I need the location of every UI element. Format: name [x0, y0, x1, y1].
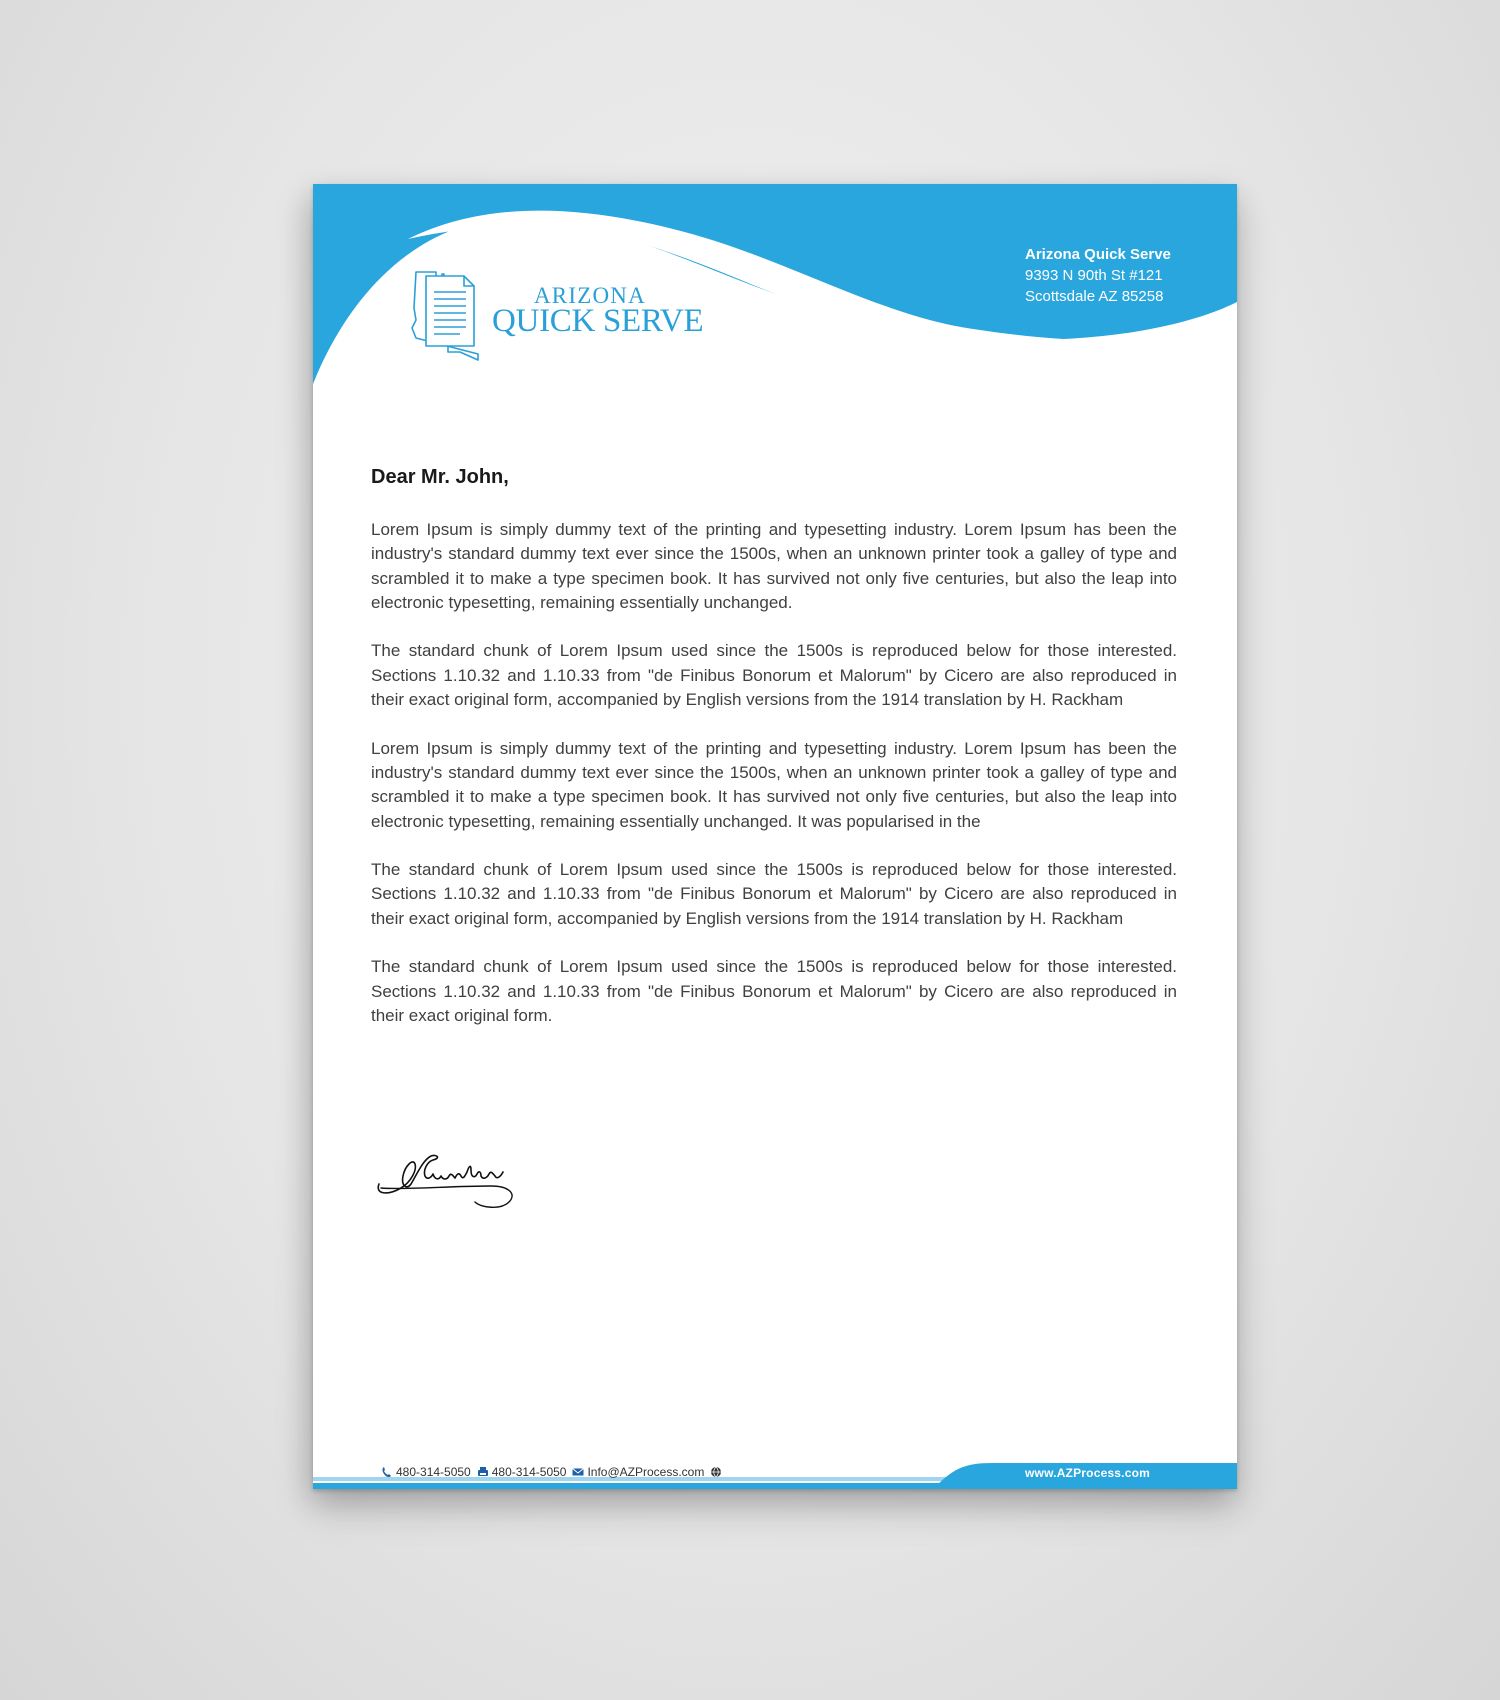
footer-contacts — [381, 1464, 725, 1480]
fax-icon — [477, 1466, 489, 1478]
body-paragraph: Lorem Ipsum is simply dummy text of the printing and typesetting industry. Lorem Ipsum has been the industry's standard dummy text ever since the 1500s, when an unknown printer took a galley of type and scrambled it to make a type specimen book. It has survived not only five centuries, but also the leap into electronic typesetting, remaining essentially unchanged. — [371, 520, 1177, 612]
body-paragraph: The standard chunk of Lorem Ipsum used since the 1500s is reproduced below for those interested. Sections 1.10.32 and 1.10.33 from "de Finibus Bonorum et Malorum" by Cicero are also reproduced in their exact original form, accompanied by English versions from the 1914 translation by H. Rackham — [371, 641, 1177, 710]
document-icon — [408, 268, 494, 364]
company-address-block — [1025, 244, 1171, 307]
body-paragraph: The standard chunk of Lorem Ipsum used since the 1500s is reproduced below for those interested. Sections 1.10.32 and 1.10.33 from "de Finibus Bonorum et Malorum" by Cicero are also reproduced in their exact original form, accompanied by English versions from the 1914 translation by H. Rackham — [371, 860, 1177, 928]
address-line-1: 9393 N 90th St #121 — [1025, 267, 1163, 284]
company-name: Arizona Quick Serve — [1025, 246, 1171, 263]
letter-greeting: Dear Mr. John, — [371, 466, 509, 488]
signature — [371, 1146, 521, 1216]
letter-body — [371, 518, 1177, 1053]
email-icon — [572, 1466, 584, 1478]
footer-phone: 480-314-5050 — [396, 1465, 471, 1479]
letterhead-sheet — [313, 184, 1237, 1489]
globe-icon — [710, 1466, 722, 1478]
footer-email: Info@AZProcess.com — [587, 1465, 705, 1479]
logo-text-arizona: ARIZONA — [534, 283, 646, 308]
body-paragraph: Lorem Ipsum is simply dummy text of the printing and typesetting industry. Lorem Ipsum has been the industry's standard dummy text ever since the 1500s, when an unknown printer took a galley of type and scrambled it to make a type specimen book. It has survived not only five centuries, but also the leap into electronic typesetting, remaining essentially unchanged. It was popularised in the — [371, 738, 1177, 831]
footer-fax: 480-314-5050 — [491, 1465, 567, 1479]
logo-text-quick-serve: QUICK SERVE — [492, 303, 704, 339]
address-line-2: Scottsdale AZ 85258 — [1025, 288, 1164, 305]
phone-icon — [381, 1466, 393, 1478]
body-paragraph: The standard chunk of Lorem Ipsum used since the 1500s is reproduced below for those interested. Sections 1.10.32 and 1.10.33 from "de Finibus Bonorum et Malorum" by Cicero are also reproduced in their exact original form. — [371, 957, 1177, 1025]
footer-website: www.AZProcess.com — [1025, 1466, 1150, 1480]
